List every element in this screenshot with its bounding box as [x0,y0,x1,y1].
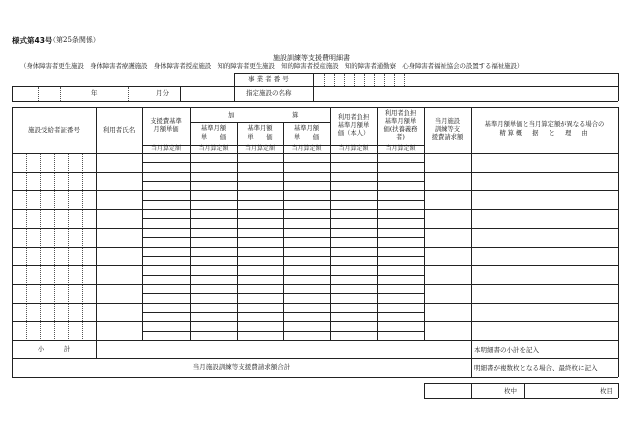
col-note [471,107,618,153]
page-total-field[interactable] [472,384,502,398]
table-row[interactable] [13,304,95,321]
col-monthly-claim-line-3: 援費請求額 [431,134,464,142]
col-obligor-burden-line-1: 利用者負担 [384,110,417,118]
grand-total-amount-field[interactable] [425,359,470,376]
col-addition-3-line-1: 基準月額 [293,125,320,133]
row-half-divider [142,331,424,332]
sub-label-obligor-burden: 当月算定額 [385,145,416,153]
row-divider [12,265,618,266]
subtotal-amount-field[interactable] [425,341,470,357]
row-divider [12,284,618,285]
row-half-divider [142,293,424,294]
table-row[interactable] [13,229,95,246]
row-half-divider [142,256,424,257]
grand-total-note: 明細書が複数枚となる場合、最終枚に記入 [474,364,598,372]
row-half-divider [142,200,424,201]
provider-number-field[interactable] [314,74,617,86]
col-user-burden-line-2: 基準月額単 [337,121,370,129]
grand-total-label: 当月施設訓練等支援費請求額合計 [192,363,291,372]
row-half-divider [142,312,424,313]
col-addition-1 [190,122,237,145]
col-user-burden-line-1: 利用者負担 [337,113,370,121]
col-monthly-claim-line-1: 当月施設 [434,117,461,125]
col-user-burden [330,107,377,145]
sub-label-user-burden: 当月算定額 [338,145,369,153]
provider-number-label: 事 業 者 番 号 [248,75,289,83]
row-divider [12,321,618,322]
sub-label-add-1: 当月算定額 [198,145,229,153]
page-number-field[interactable] [525,384,597,398]
col-user-name: 利用者氏名 [102,125,136,134]
era-field[interactable] [13,87,83,101]
table-row[interactable] [13,173,95,190]
sub-label-base: 当月算定額 [150,145,181,153]
form-article: （第25条関係） [49,36,100,44]
col-addition-1-line-2: 単 価 [200,133,227,141]
col-addition-header-left: 加 [228,111,235,119]
col-obligor-burden-line-3: 価(扶養義務 [383,126,418,133]
table-row[interactable] [13,285,95,302]
col-obligor-burden-line-2: 基準月額単 [384,118,417,126]
table-row[interactable] [13,322,95,339]
col-addition-2-line-1: 基準月額 [247,125,273,133]
sub-label-add-3: 当月算定額 [291,145,322,153]
col-addition-2-line-2: 単 価 [247,133,273,141]
row-half-divider [142,162,424,163]
table-row[interactable] [13,248,95,265]
row-divider [12,303,618,304]
row-half-divider [142,275,424,276]
page-of-label: 枚中 [504,387,517,395]
col-monthly-claim-line-2: 訓練等支 [434,125,461,133]
col-base-unit-price-line-1: 支援費基準 [150,117,182,125]
row-half-divider [142,181,424,182]
row-divider [12,209,618,210]
col-monthly-claim [424,107,471,153]
form-number: 様式第43号 [12,36,53,45]
col-obligor-burden [377,107,424,145]
facility-name-label: 指定施設の名称 [246,89,292,97]
col-recipient-cert-no: 施設受給者証番号 [28,125,80,134]
table-row[interactable] [13,266,95,283]
row-divider [12,247,618,248]
col-base-unit-price-line-2: 月額単価 [153,126,179,133]
col-addition-1-line-1: 基準月額 [200,125,227,133]
col-addition-3-line-2: 単 価 [293,133,320,141]
col-base-unit-price [142,107,190,145]
col-user-burden-line-3: 価（本人） [337,130,370,138]
col-note-line-2: 精算概 据 と 理 由 [499,130,590,137]
row-half-divider [142,218,424,219]
table-row[interactable] [13,210,95,227]
facility-name-field[interactable] [314,87,617,101]
facility-types: （身体障害者更生施設 身体障害者療護施設 身体障害者授産施設 知的障害者更生施設 知的障害者授産施設 知的障害者通勤寮 心身障害者福祉協会の設置する福祉施設） [20,62,524,70]
page-no-label: 枚目 [600,387,613,395]
month-label: 月分 [156,89,169,97]
table-row[interactable] [13,154,95,171]
col-obligor-burden-line-4: 者) [396,133,405,141]
document-title: 施設訓練等支援費明細書 [273,54,350,62]
year-label: 年 [91,89,98,97]
row-divider [12,228,618,229]
col-addition-3 [283,122,330,145]
row-half-divider [142,237,424,238]
subtotal-label: 小 計 [37,344,71,353]
row-divider [12,190,618,191]
col-note-line-1: 基準月額単価と当月算定額が異なる場合の [484,121,605,129]
subtotal-note: 本明細書の小計を記入 [474,346,539,354]
table-row[interactable] [13,191,95,208]
sub-label-add-2: 当月算定額 [244,145,275,153]
col-addition-2 [237,122,283,145]
row-divider [12,172,618,173]
col-addition-header-right: 算 [292,111,299,119]
